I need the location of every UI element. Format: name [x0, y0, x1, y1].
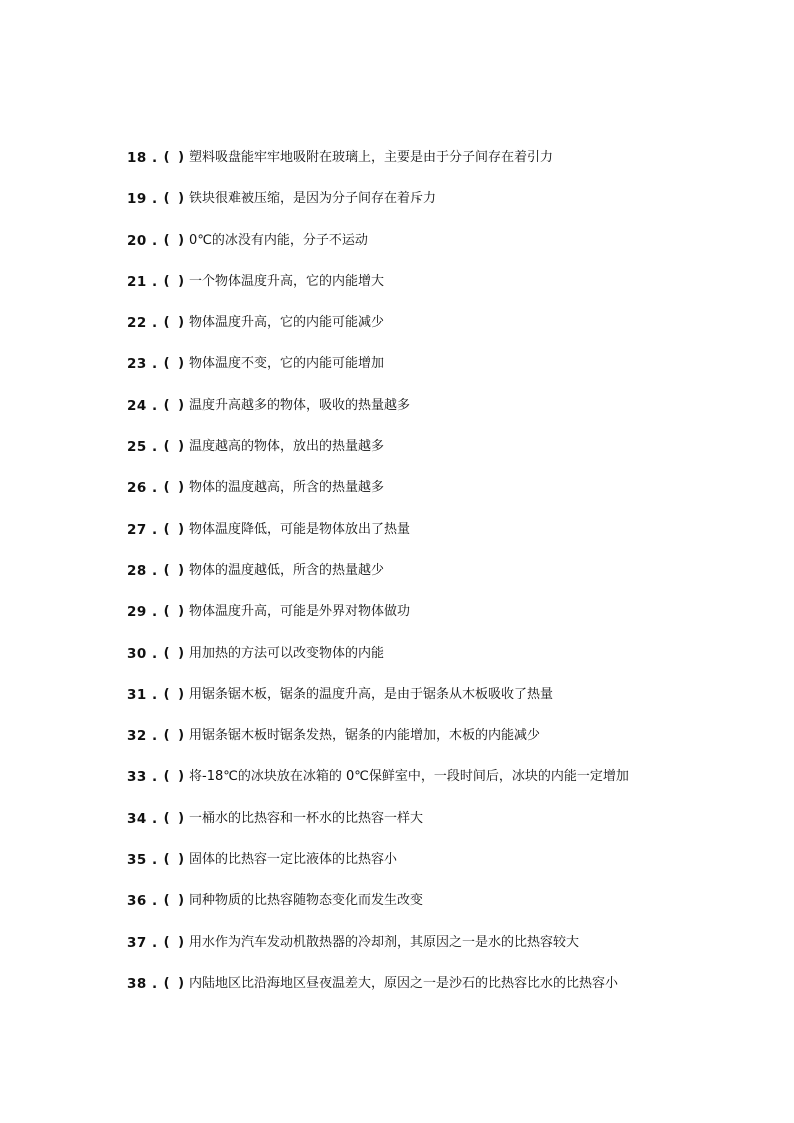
answer-blank: ( ) — [163, 852, 187, 868]
question-number: 22 . — [127, 315, 158, 332]
question-item — [127, 352, 747, 393]
answer-blank: ( ) — [163, 273, 187, 289]
question-text: 塑料吸盘能牢牢地吸附在玻璃上，主要是由于分子间存在着引力 — [189, 150, 554, 165]
answer-blank: ( ) — [163, 150, 187, 165]
answer-blank: ( ) — [163, 810, 187, 826]
question-text: 用加热的方法可以改变物体的内能 — [189, 645, 385, 661]
question-number: 26 . — [127, 480, 158, 497]
question-item — [127, 229, 747, 270]
question-number: 28 . — [127, 562, 158, 579]
answer-blank: ( ) — [163, 397, 187, 413]
answer-blank: ( ) — [163, 934, 187, 950]
question-number: 33 . — [127, 769, 158, 786]
answer-blank: ( ) — [163, 315, 187, 331]
question-text: 一桶水的比热容和一杯水的比热容一样大 — [189, 810, 424, 826]
answer-blank: ( ) — [163, 232, 187, 248]
question-text: 用水作为汽车发动机散热器的冷却剂，其原因之一是水的比热容较大 — [189, 934, 580, 950]
question-number: 38 . — [127, 975, 158, 992]
question-text: 用锯条锯木板时锯条发热，锯条的内能增加，木板的内能减少 — [189, 728, 541, 744]
question-number: 35 . — [127, 852, 158, 869]
question-text: 0℃的冰没有内能，分子不运动 — [189, 232, 368, 248]
question-item — [127, 518, 747, 559]
question-number: 30 . — [127, 645, 158, 662]
question-item — [127, 889, 747, 930]
question-text: 同种物质的比热容随物态变化而发生改变 — [189, 893, 424, 909]
answer-blank: ( ) — [163, 439, 187, 455]
question-item — [127, 600, 747, 641]
question-number: 18 . — [127, 150, 158, 166]
question-text: 固体的比热容一定比液体的比热容小 — [189, 852, 398, 868]
question-text: 物体温度升高，它的内能可能减少 — [189, 315, 385, 331]
question-item — [127, 765, 747, 806]
answer-blank: ( ) — [163, 604, 187, 620]
question-number: 36 . — [127, 893, 158, 910]
answer-blank: ( ) — [163, 728, 187, 744]
answer-blank: ( ) — [163, 191, 187, 207]
question-item — [127, 476, 747, 517]
question-text: 物体的温度越低，所含的热量越少 — [189, 562, 385, 578]
question-text: 温度越高的物体，放出的热量越多 — [189, 439, 385, 455]
question-item — [127, 724, 747, 765]
question-list — [127, 146, 747, 1013]
question-number: 20 . — [127, 232, 158, 249]
question-item — [127, 270, 747, 311]
question-number: 34 . — [127, 810, 158, 827]
question-number: 31 . — [127, 686, 158, 703]
question-text: 物体温度升高，可能是外界对物体做功 — [189, 604, 411, 620]
question-number: 25 . — [127, 439, 158, 456]
question-item — [127, 683, 747, 724]
question-text: 用锯条锯木板，锯条的温度升高，是由于锯条从木板吸收了热量 — [189, 686, 554, 702]
question-text: 铁块很难被压缩，是因为分子间存在着斥力 — [189, 191, 437, 207]
answer-blank: ( ) — [163, 480, 187, 496]
question-number: 27 . — [127, 521, 158, 538]
question-text: 物体温度降低，可能是物体放出了热量 — [189, 521, 411, 537]
question-text: 将-18℃的冰块放在冰箱的 0℃保鲜室中，一段时间后，冰块的内能一定增加 — [189, 769, 629, 785]
question-number: 24 . — [127, 397, 158, 414]
question-text: 物体的温度越高，所含的热量越多 — [189, 480, 385, 496]
question-item — [127, 848, 747, 889]
question-number: 29 . — [127, 604, 158, 621]
answer-blank: ( ) — [163, 356, 187, 372]
answer-blank: ( ) — [163, 769, 187, 785]
question-number: 21 . — [127, 273, 158, 290]
question-item — [127, 642, 747, 683]
answer-blank: ( ) — [163, 562, 187, 578]
question-number: 37 . — [127, 934, 158, 951]
question-text: 物体温度不变，它的内能可能增加 — [189, 356, 385, 372]
answer-blank: ( ) — [163, 645, 187, 661]
question-number: 23 . — [127, 356, 158, 373]
question-item — [127, 187, 747, 228]
answer-blank: ( ) — [163, 893, 187, 909]
question-item — [127, 435, 747, 476]
question-item — [127, 559, 747, 600]
question-item — [127, 394, 747, 435]
question-text: 温度升高越多的物体，吸收的热量越多 — [189, 397, 411, 413]
question-text: 内陆地区比沿海地区昼夜温差大，原因之一是沙石的比热容比水的比热容小 — [189, 975, 619, 991]
question-text: 一个物体温度升高，它的内能增大 — [189, 273, 385, 289]
answer-blank: ( ) — [163, 521, 187, 537]
question-item — [127, 972, 747, 1013]
answer-blank: ( ) — [163, 686, 187, 702]
question-item — [127, 311, 747, 352]
question-number: 32 . — [127, 728, 158, 745]
question-item — [127, 146, 747, 187]
question-item — [127, 807, 747, 848]
answer-blank: ( ) — [163, 975, 187, 991]
question-number: 19 . — [127, 191, 158, 208]
question-item — [127, 931, 747, 972]
